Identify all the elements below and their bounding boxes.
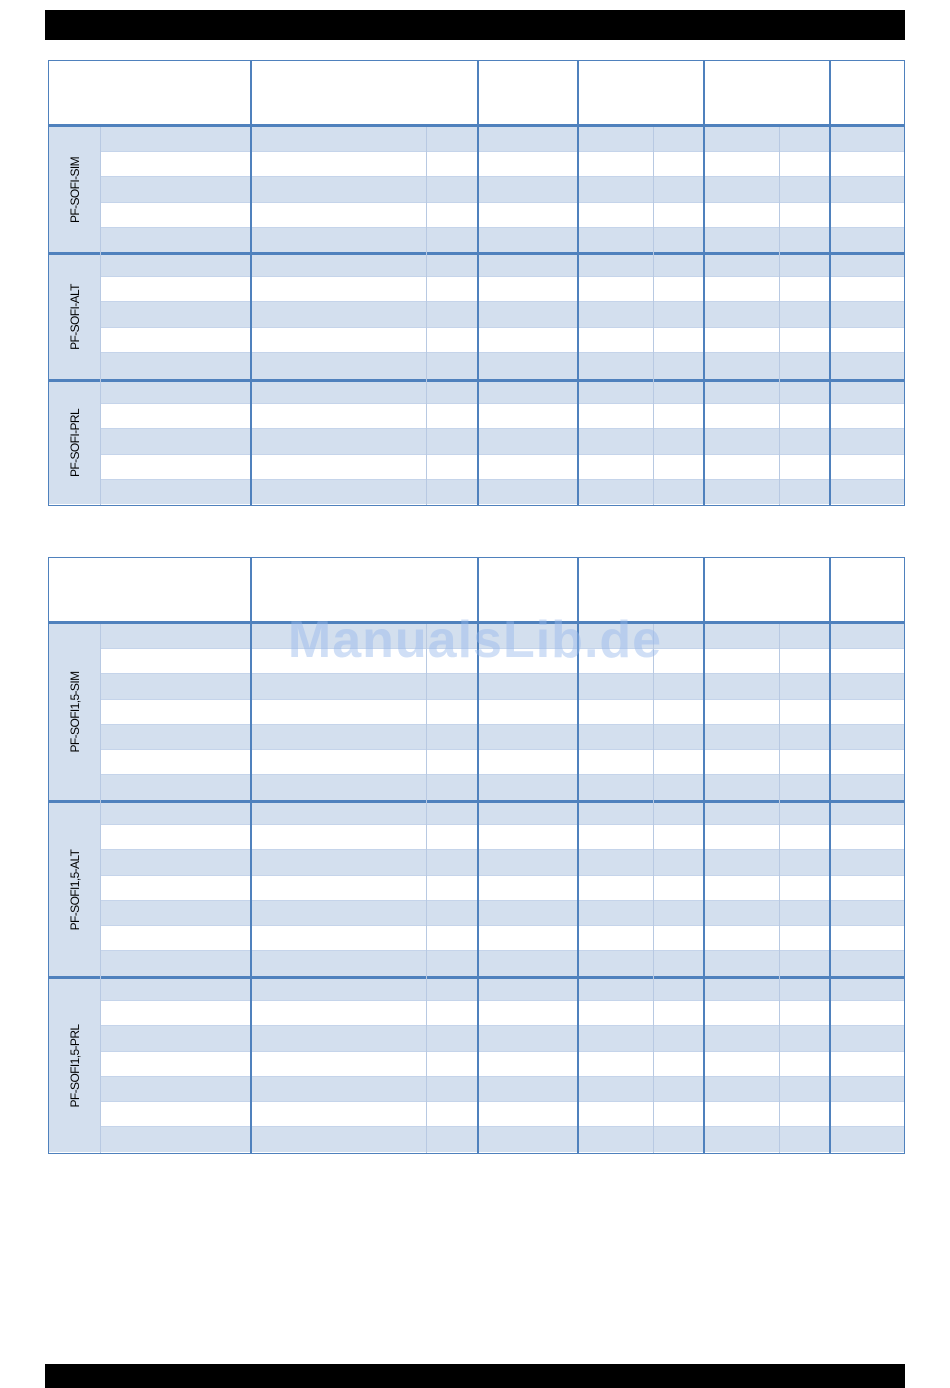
spec-table-1 (48, 60, 905, 506)
group-label: PF-SOFI1,5-ALT (67, 849, 82, 930)
watermark: ManualsLib.de (287, 611, 663, 669)
group-label: PF-SOFI-PRL (67, 408, 82, 478)
header-bar (45, 10, 905, 40)
footer-bar (45, 1364, 905, 1388)
group-label: PF-SOFI1,5-SIM (67, 671, 82, 753)
group-label: PF-SOFI-ALT (67, 284, 82, 350)
group-label: PF-SOFI1,5-PRL (67, 1024, 82, 1107)
group-label: PF-SOFI-SIM (67, 156, 82, 223)
